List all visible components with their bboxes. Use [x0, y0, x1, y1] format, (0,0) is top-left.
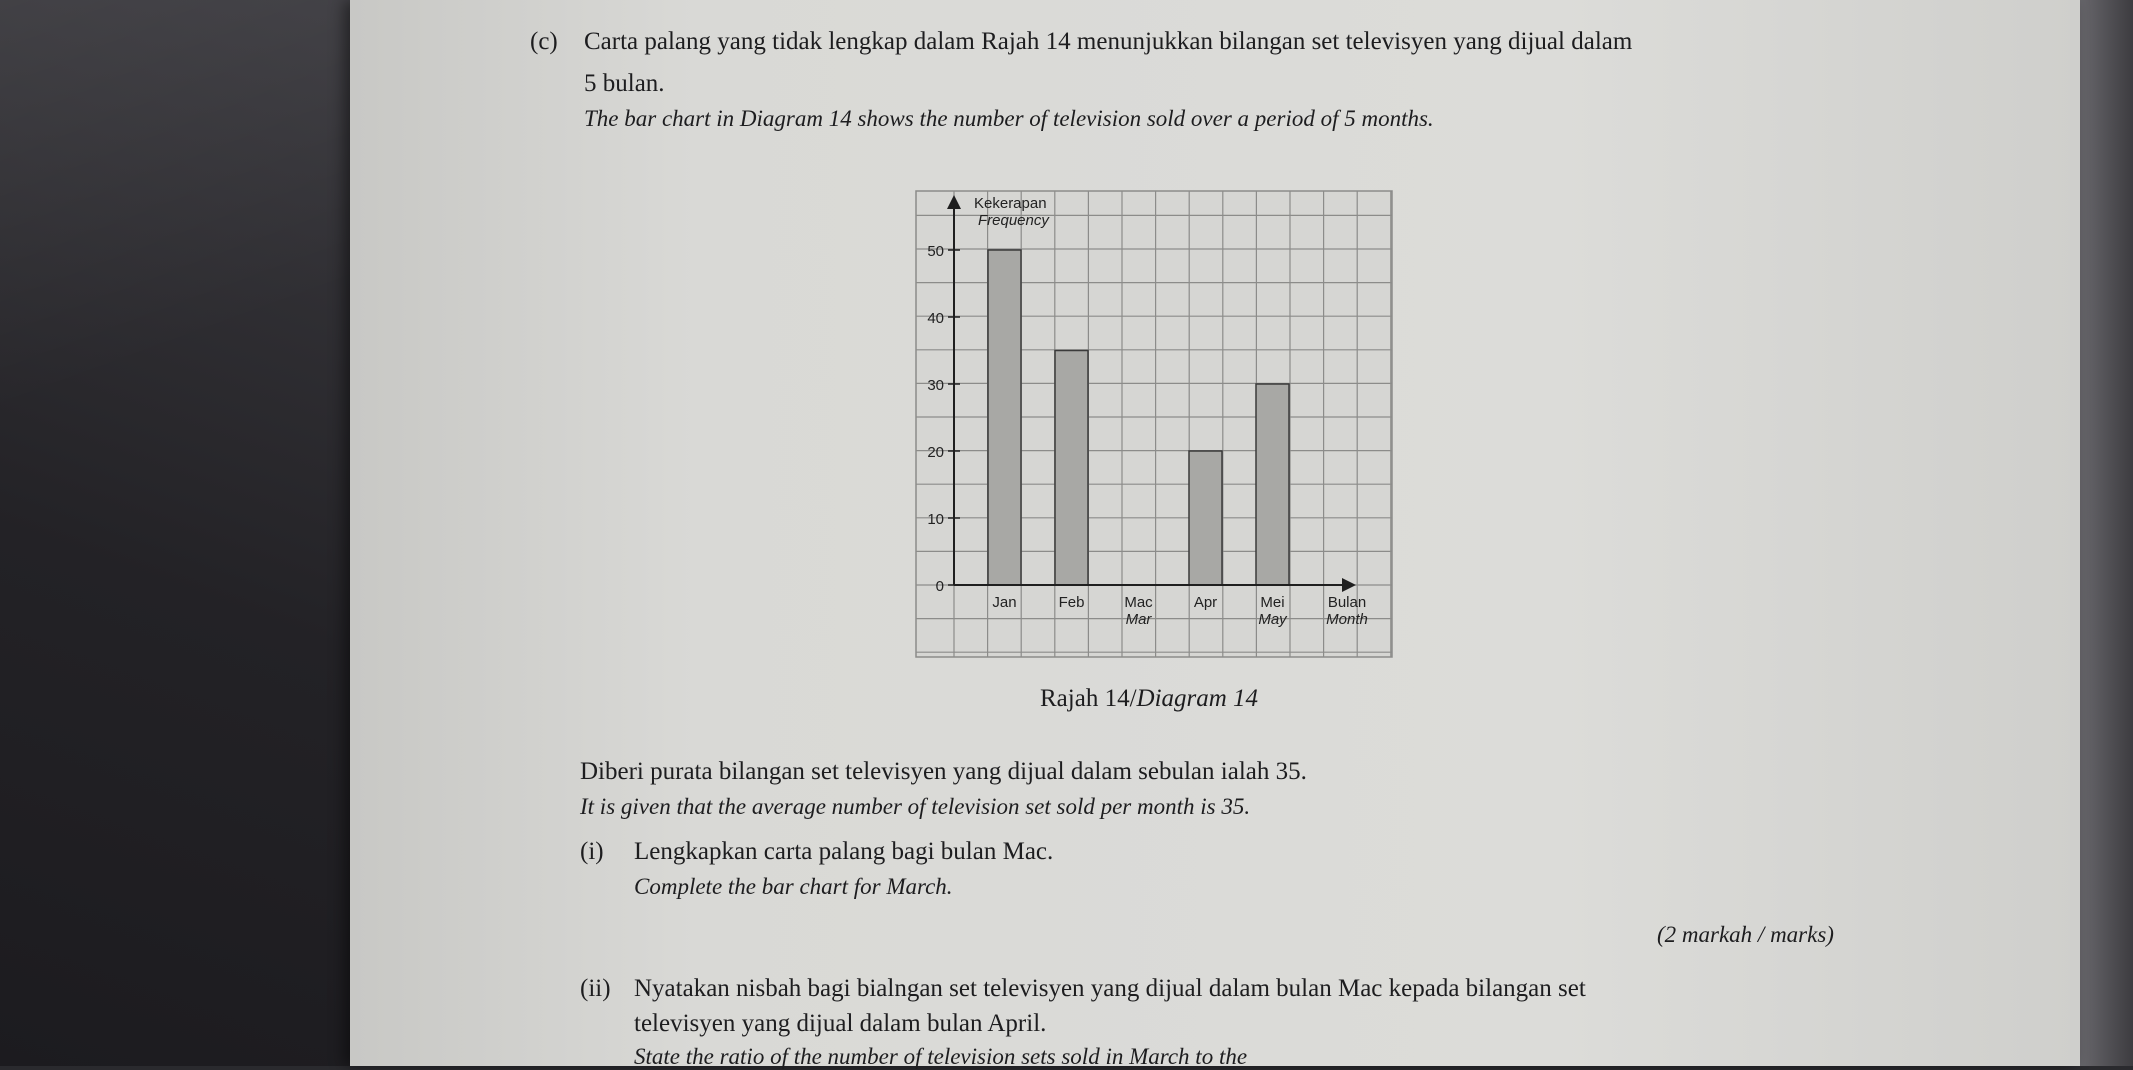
bar-feb — [1055, 351, 1088, 586]
x-tick-label: Apr — [1193, 594, 1218, 611]
x-tick-label: Mei — [1260, 594, 1285, 611]
x-tick-label: Mac — [1124, 594, 1153, 611]
y-tick-label: 30 — [927, 377, 944, 394]
y-tick-label: 50 — [927, 243, 944, 260]
background-fabric-left — [0, 0, 360, 1066]
y-tick-label: 0 — [935, 578, 944, 595]
x-tick-label-en: Mar — [1125, 611, 1152, 628]
diagram-caption-english: Diagram 14 — [1136, 685, 1259, 712]
part-i-malay: Lengkapkan carta palang bagi bulan Mac. — [634, 838, 1054, 865]
part-ii-english: State the ratio of the number of television sets sold in March to the — [634, 1044, 1248, 1069]
background-fabric-right — [2073, 0, 2133, 1066]
part-i-label: (i) — [580, 838, 604, 865]
x-axis-title: Bulan — [1327, 594, 1367, 611]
question-malay-line2: 5 bulan. — [584, 70, 665, 97]
y-tick-label: 10 — [927, 511, 944, 528]
question-part-label: (c) — [530, 28, 558, 55]
bar-jan — [988, 250, 1021, 585]
diagram-caption — [1040, 685, 1258, 713]
part-ii-malay-line2: televisyen yang dijual dalam bulan April. — [634, 1010, 1047, 1037]
x-tick-label-en: May — [1258, 611, 1287, 628]
bar-mei — [1256, 384, 1289, 585]
y-axis-title-en: Frequency — [978, 212, 1049, 229]
part-i-marks: (2 markah / marks) — [1657, 922, 1834, 947]
part-ii-label: (ii) — [580, 975, 611, 1002]
part-i-english: Complete the bar chart for March. — [634, 874, 953, 899]
x-axis-title-en: Month — [1326, 611, 1368, 628]
diagram-caption-malay: Rajah 14/ — [1040, 685, 1137, 712]
y-tick-label: 40 — [927, 310, 944, 327]
x-tick-label: Jan — [992, 594, 1017, 611]
x-tick-label: Feb — [1058, 594, 1085, 611]
question-malay-line1: Carta palang yang tidak lengkap dalam Rajah 14 menunjukkan bilangan set televisyen yang dijual dalam — [584, 28, 1633, 55]
given-english: It is given that the average number of television set sold per month is 35. — [580, 794, 1251, 819]
y-tick-label: 20 — [927, 444, 944, 461]
bar-apr — [1189, 451, 1222, 585]
y-axis-title: Kekerapan — [974, 195, 1047, 212]
question-english: The bar chart in Diagram 14 shows the number of television sold over a period of 5 months. — [584, 106, 1434, 131]
bar-chart — [914, 185, 1394, 665]
given-malay: Diberi purata bilangan set televisyen yang dijual dalam sebulan ialah 35. — [580, 758, 1307, 785]
part-ii-malay-line1: Nyatakan nisbah bagi bialngan set televisyen yang dijual dalam bulan Mac kepada bilangan set — [634, 975, 1586, 1002]
